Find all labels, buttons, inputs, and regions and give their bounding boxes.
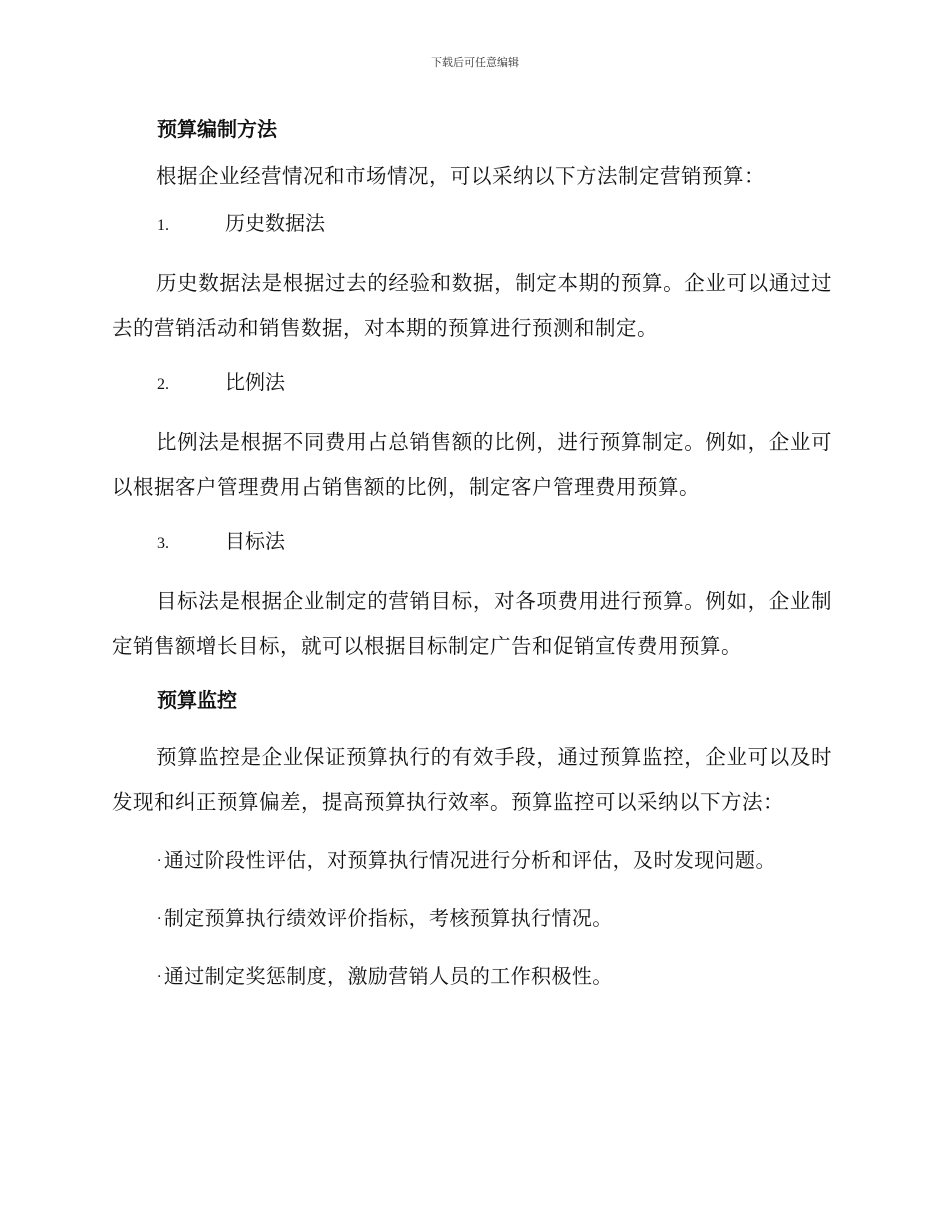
intro-paragraph: 根据企业经营情况和市场情况，可以采纳以下方法制定营销预算： [156, 164, 765, 188]
method-title: 目标法 [225, 529, 285, 553]
bullet-item-3 [112, 959, 832, 994]
bullet-dot-icon: · [157, 853, 162, 869]
list-number: 2. [157, 376, 169, 393]
bullet-text: 通过阶段性评估，对预算执行情况进行分析和评估，及时发现问题。 [163, 848, 776, 872]
bullet-text: 制定预算执行绩效评价指标，考核预算执行情况。 [163, 906, 613, 930]
method-paragraph-3: 目标法是根据企业制定的营销目标，对各项费用进行预算。例如，企业制定销售额增长目标，就可以根据目标制定广告和促销宣传费用预算。 [112, 589, 832, 658]
bullet-item-1 [112, 843, 832, 878]
section-heading-budget-monitoring: 预算监控 [157, 688, 237, 712]
bullet-text: 通过制定奖惩制度，激励营销人员的工作积极性。 [163, 964, 613, 988]
method-heading-2 [112, 365, 832, 402]
bullet-item-2 [112, 901, 832, 936]
bullet-dot-icon: · [157, 969, 162, 985]
list-number: 1. [157, 217, 169, 234]
method-heading-1 [112, 206, 832, 243]
section-heading-budget-methods: 预算编制方法 [157, 117, 277, 141]
method-paragraph-2: 比例法是根据不同费用占总销售额的比例，进行预算制定。例如，企业可以根据客户管理费用占销售额的比例，制定客户管理费用预算。 [112, 430, 832, 499]
monitoring-paragraph: 预算监控是企业保证预算执行的有效手段，通过预算监控，企业可以及时发现和纠正预算偏差，提高预算执行效率。预算监控可以采纳以下方法： [112, 745, 832, 814]
document-body [112, 112, 832, 994]
method-title: 历史数据法 [225, 211, 325, 235]
method-heading-3 [112, 524, 832, 561]
method-title: 比例法 [225, 370, 285, 394]
method-paragraph-1: 历史数据法是根据过去的经验和数据，制定本期的预算。企业可以通过过去的营销活动和销售数据，对本期的预算进行预测和制定。 [112, 271, 832, 340]
list-number: 3. [157, 535, 169, 552]
header-note: 下载后可任意编辑 [431, 56, 519, 69]
bullet-dot-icon: · [157, 911, 162, 927]
